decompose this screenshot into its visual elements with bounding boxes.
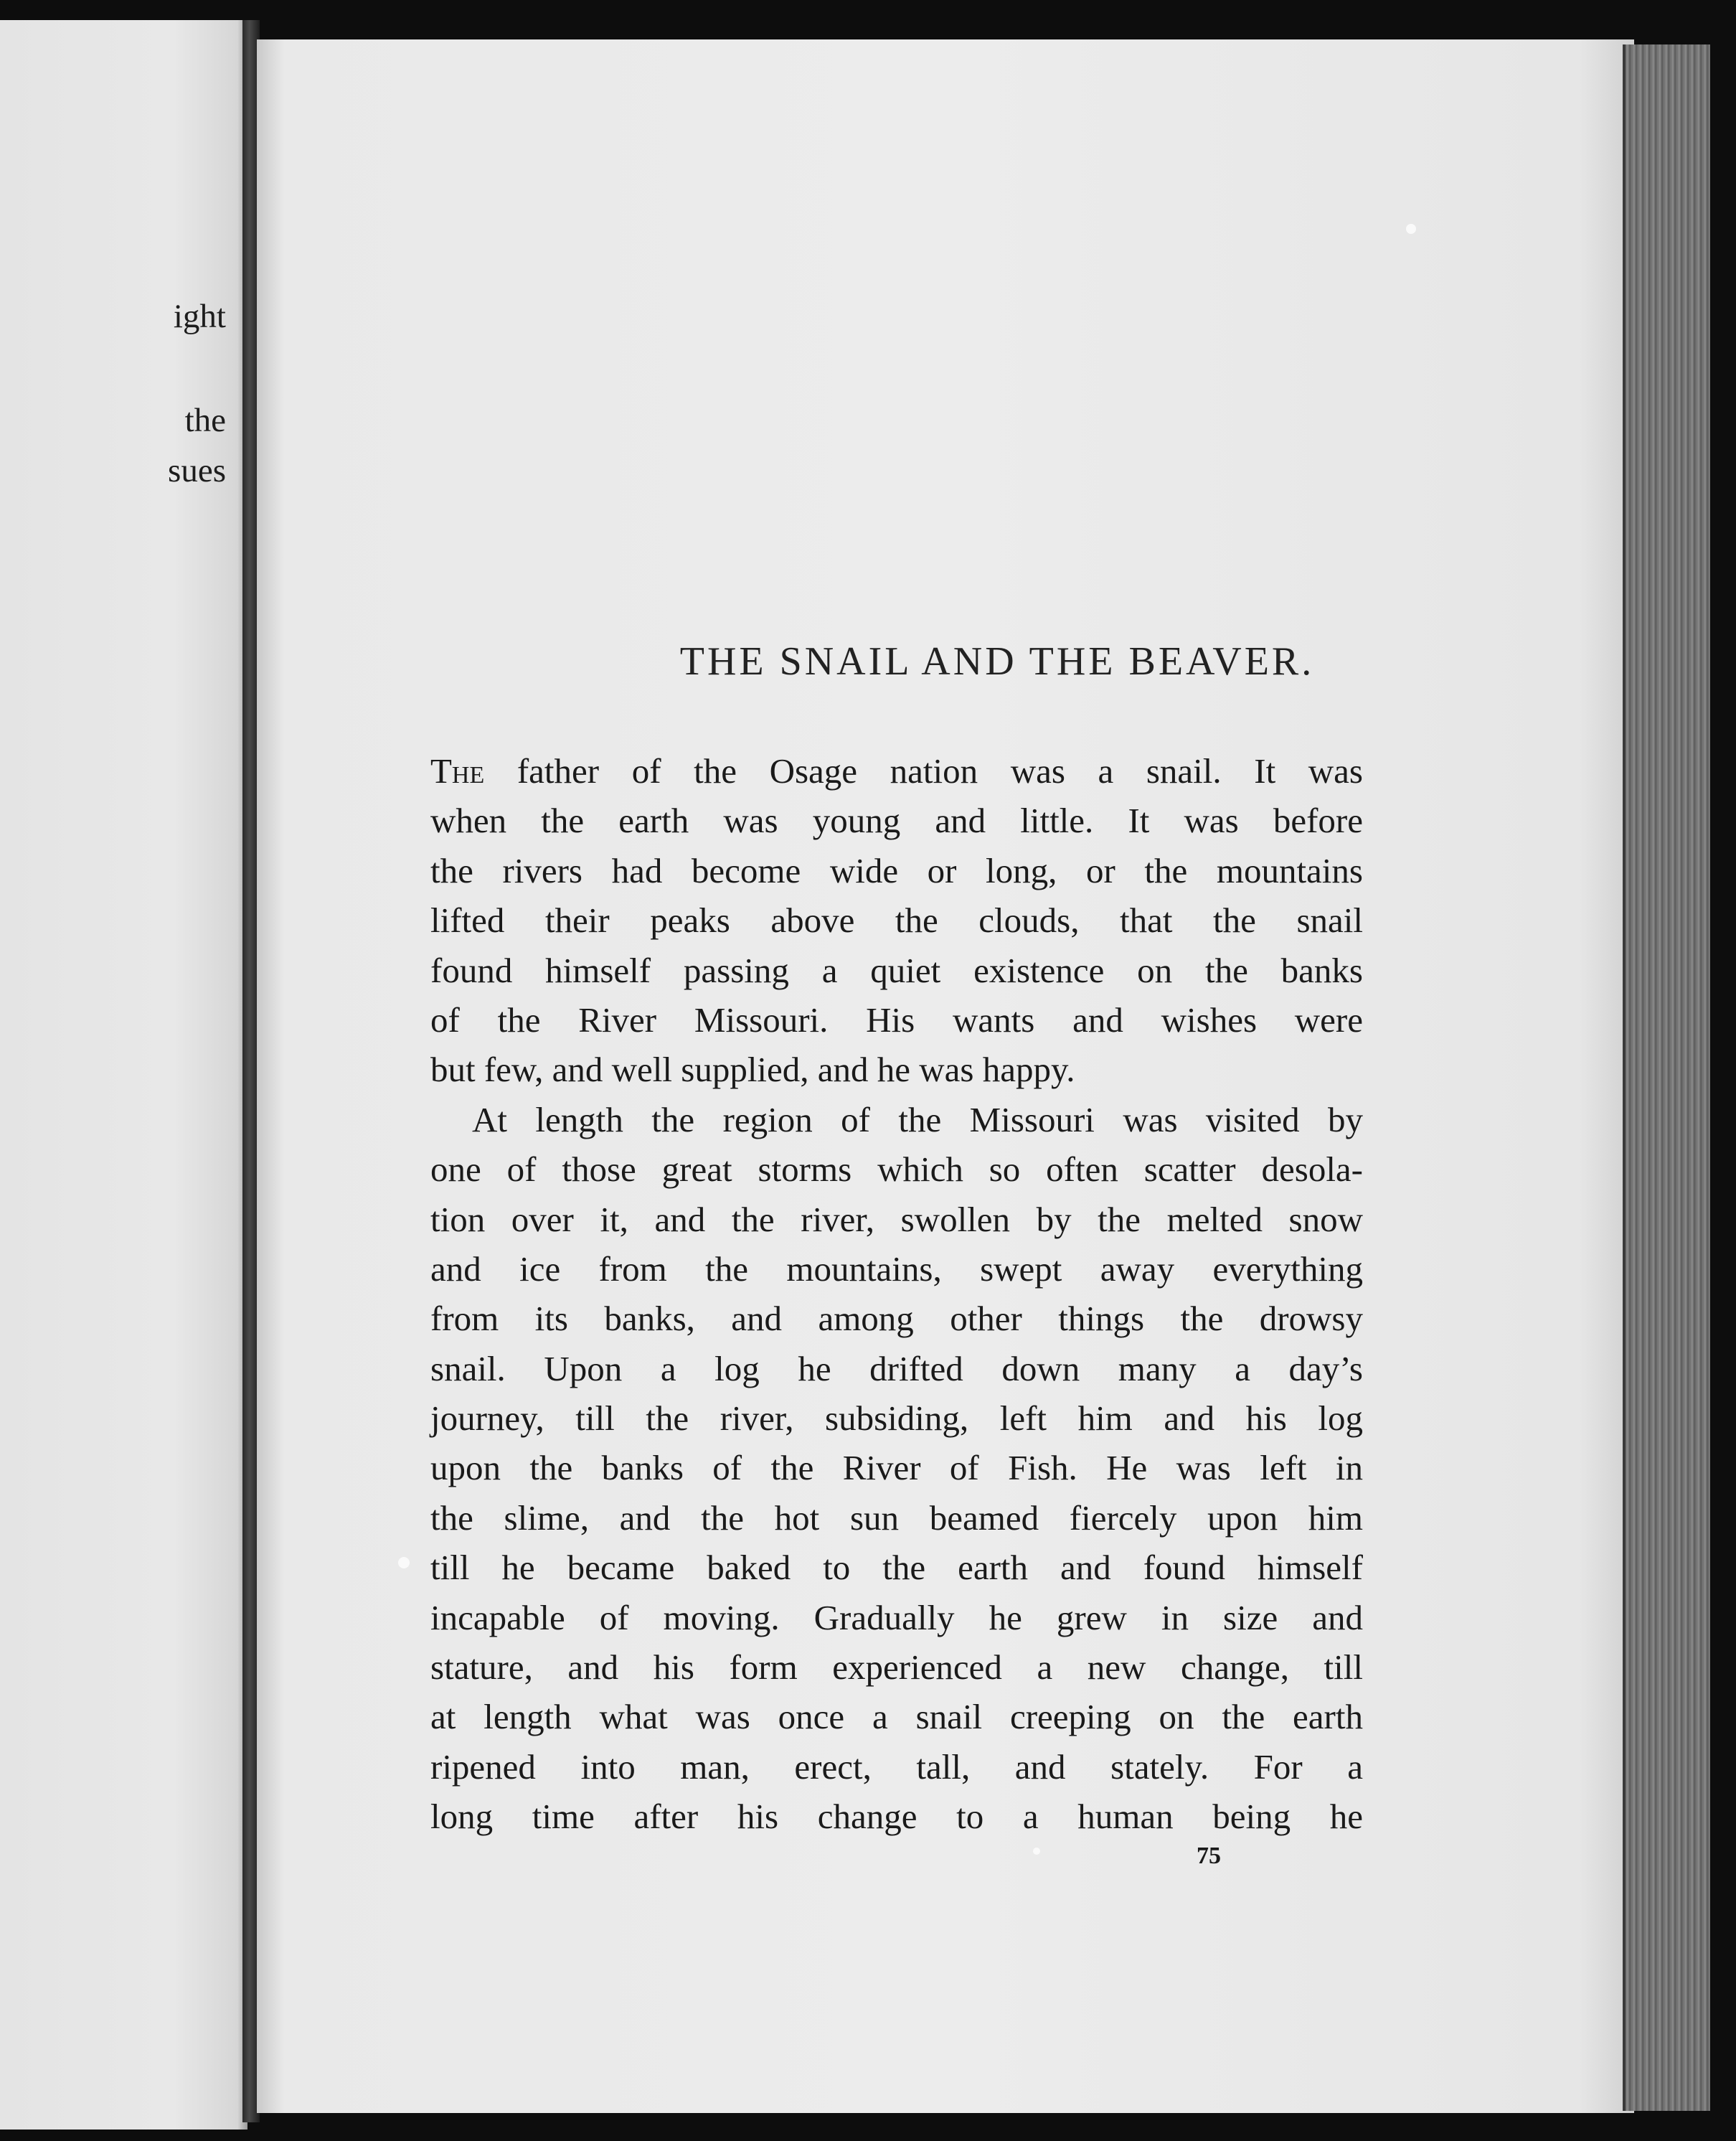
paragraph-line: from its banks, and among other things the drowsy (430, 1299, 1363, 1339)
paragraph-line (430, 746, 1363, 796)
paragraph-line: at length what was once a snail creeping on the earth (430, 1697, 1363, 1737)
paragraph-line: and ice from the mountains, swept away everything (430, 1248, 1363, 1289)
page-number: 75 (1197, 1843, 1221, 1869)
paragraph-line: stature, and his form experienced a new change, till (430, 1647, 1363, 1688)
paragraph-line: found himself passing a quiet existence on the banks (430, 950, 1363, 990)
body-text (430, 746, 1363, 1842)
paragraph-line: upon the banks of the River of Fish. He was left in (430, 1448, 1363, 1488)
chapter-title: THE SNAIL AND THE BEAVER. (679, 639, 1315, 684)
paragraph-line: incapable of moving. Gradually he grew in size and (430, 1597, 1363, 1637)
paragraph-line: journey, till the river, subsiding, left him and his log (430, 1398, 1363, 1439)
paragraph-line: till he became baked to the earth and found himself (430, 1548, 1363, 1588)
line-text: father of the Osage nation was a snail. It was (484, 751, 1363, 791)
drop-word: The (430, 751, 485, 791)
paragraph-line: snail. Upon a log he drifted down many a day’s (430, 1348, 1363, 1388)
paragraph-line: the rivers had become wide or long, or the mountains (430, 850, 1363, 890)
left-page (0, 20, 247, 2130)
paragraph-line: the slime, and the hot sun beamed fiercely upon him (430, 1497, 1363, 1538)
paragraph-line: At length the region of the Missouri was visited by (472, 1099, 1363, 1139)
paragraph-line: tion over it, and the river, swollen by the melted snow (430, 1199, 1363, 1239)
paragraph-line: one of those great storms which so often scatter desola- (430, 1149, 1363, 1190)
scan-speck (1033, 1848, 1040, 1855)
scan-speck (398, 1557, 410, 1568)
left-page-text-fragment: ight (173, 298, 226, 335)
paragraph-line: when the earth was young and little. It was before (430, 801, 1363, 841)
left-page-text-fragment: sues (168, 452, 226, 489)
paragraph-line: ripened into man, erect, tall, and stately. For a (430, 1746, 1363, 1787)
paragraph-line: but few, and well supplied, and he was happy. (430, 1050, 1075, 1090)
page-edges (1623, 44, 1710, 2111)
scan-speck (1406, 224, 1416, 234)
paragraph-line: long time after his change to a human being he (430, 1797, 1363, 1837)
paragraph-line: of the River Missouri. His wants and wishes were (430, 999, 1363, 1040)
paragraph-line: lifted their peaks above the clouds, that the snail (430, 900, 1363, 941)
left-page-text-fragment: the (184, 402, 226, 439)
